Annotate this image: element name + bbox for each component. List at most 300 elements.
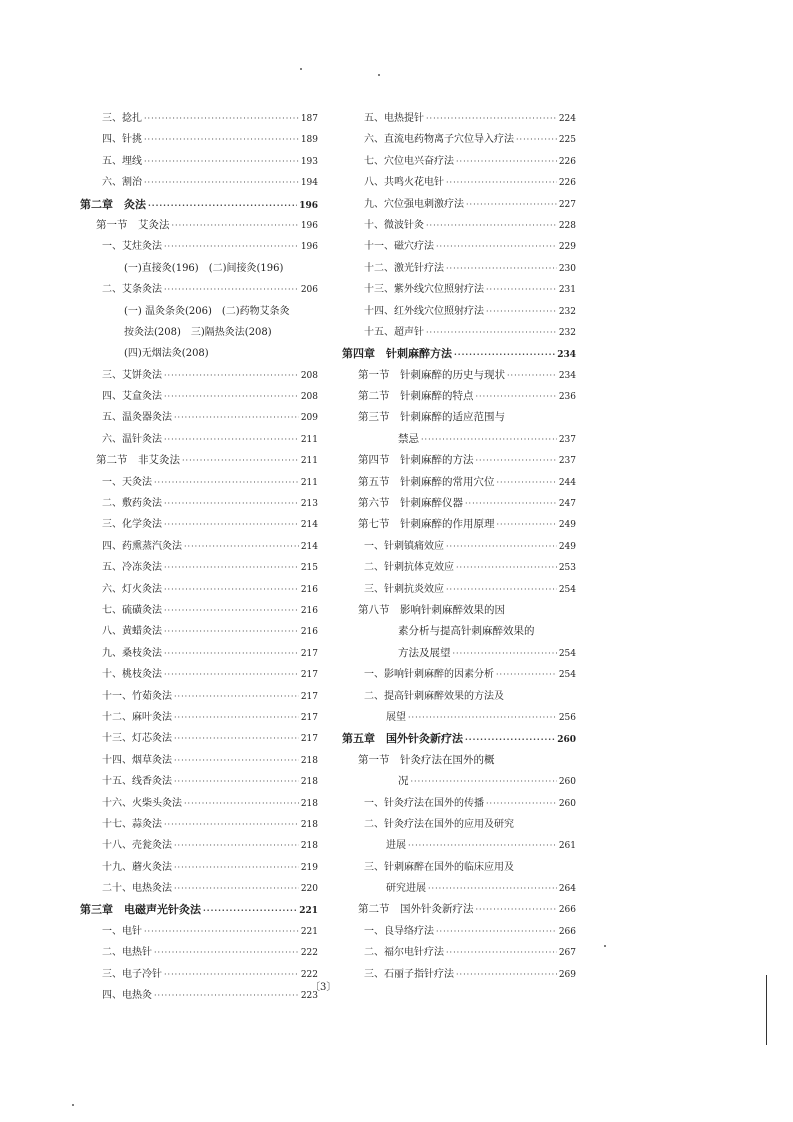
toc-entry-label: 六、温针灸法 bbox=[102, 433, 162, 445]
toc-entry bbox=[80, 258, 318, 279]
toc-entry bbox=[80, 215, 318, 236]
toc-entry-page: 232 bbox=[558, 327, 576, 338]
toc-leader-dots bbox=[154, 472, 299, 493]
toc-entry-label: 四、艾盒灸法 bbox=[102, 391, 162, 403]
toc-entry-label: 第一节 针灸疗法在国外的概 bbox=[358, 753, 495, 766]
toc-entry bbox=[342, 707, 576, 728]
toc-entry bbox=[80, 472, 318, 493]
toc-leader-dots bbox=[174, 771, 299, 792]
toc-entry-page: 217 bbox=[300, 670, 318, 681]
toc-entry bbox=[342, 814, 576, 835]
toc-entry-page: 254 bbox=[558, 648, 576, 659]
toc-leader-dots bbox=[164, 643, 299, 664]
toc-entry-label: (一) 温灸条灸(206) (二)药物艾条灸 bbox=[124, 305, 290, 317]
toc-entry bbox=[80, 129, 318, 150]
toc-entry bbox=[342, 172, 576, 193]
toc-leader-dots bbox=[174, 857, 299, 878]
toc-leader-dots bbox=[446, 579, 557, 600]
scan-speck bbox=[72, 1104, 74, 1106]
toc-left-column bbox=[80, 108, 318, 1006]
toc-entry-page: 266 bbox=[558, 905, 576, 916]
toc-leader-dots bbox=[476, 386, 557, 407]
toc-entry-page: 244 bbox=[558, 477, 576, 488]
toc-leader-dots bbox=[172, 215, 299, 236]
toc-leader-dots bbox=[408, 707, 557, 728]
toc-entry bbox=[342, 643, 576, 664]
toc-entry-page: 215 bbox=[300, 563, 318, 574]
toc-entry-page: 260 bbox=[558, 798, 576, 809]
toc-entry-label: 三、电子冷针 bbox=[102, 968, 162, 980]
toc-leader-dots bbox=[486, 301, 557, 322]
toc-entry-label: 展望 bbox=[386, 711, 406, 723]
toc-leader-dots bbox=[164, 600, 299, 621]
toc-entry-page: 206 bbox=[300, 285, 318, 296]
toc-leader-dots bbox=[426, 322, 557, 343]
toc-entry-page: 218 bbox=[300, 841, 318, 852]
scan-speck bbox=[300, 68, 302, 70]
toc-entry-label: 六、直流电药物离子穴位导入疗法 bbox=[364, 134, 514, 146]
toc-leader-dots bbox=[164, 514, 299, 535]
toc-entry-label: 第三节 针刺麻醉的适应范围与 bbox=[358, 411, 505, 424]
toc-leader-dots bbox=[164, 814, 299, 835]
toc-entry-label: 二、提高针刺麻醉效果的方法及 bbox=[364, 690, 504, 702]
toc-entry bbox=[80, 579, 318, 600]
toc-leader-dots bbox=[507, 365, 557, 386]
toc-entry-label: 四、电热灸 bbox=[102, 990, 152, 1002]
toc-entry bbox=[342, 279, 576, 300]
toc-entry-label: 一、针灸疗法在国外的传播 bbox=[364, 797, 484, 809]
toc-entry-page: 249 bbox=[558, 520, 576, 531]
toc-entry-label: 十、微波针灸 bbox=[364, 219, 424, 231]
toc-entry-label: 第三章 电磁声光针灸法 bbox=[80, 903, 201, 917]
toc-entry bbox=[80, 707, 318, 728]
toc-leader-dots bbox=[184, 793, 299, 814]
toc-entry-label: 三、针刺麻醉在国外的临床应用及 bbox=[364, 861, 514, 873]
toc-leader-dots bbox=[182, 450, 299, 471]
toc-entry-label: 三、捻扎 bbox=[102, 113, 142, 124]
toc-entry bbox=[80, 921, 318, 942]
toc-entry bbox=[80, 236, 318, 257]
toc-entry-page: 221 bbox=[300, 926, 318, 937]
toc-entry-label: 四、药熏蒸汽灸法 bbox=[102, 540, 182, 552]
toc-leader-dots bbox=[476, 450, 557, 471]
toc-entry bbox=[80, 899, 318, 920]
toc-entry-page: 218 bbox=[300, 755, 318, 766]
toc-leader-dots bbox=[164, 557, 299, 578]
toc-leader-dots bbox=[446, 258, 557, 279]
toc-entry bbox=[80, 151, 318, 172]
toc-entry bbox=[80, 964, 318, 985]
toc-entry-label: 方法及展望 bbox=[398, 646, 451, 659]
toc-entry-page: 260 bbox=[557, 735, 576, 746]
toc-leader-dots bbox=[174, 835, 299, 856]
toc-leader-dots bbox=[436, 236, 557, 257]
toc-entry-page: 228 bbox=[558, 220, 576, 231]
toc-entry-page: 254 bbox=[558, 584, 576, 595]
toc-leader-dots bbox=[454, 344, 555, 364]
toc-entry-label: 十三、灯芯灸法 bbox=[102, 733, 172, 745]
toc-leader-dots bbox=[453, 643, 557, 664]
toc-entry-label: 素分析与提高针刺麻醉效果的 bbox=[398, 625, 535, 638]
toc-entry-page: 225 bbox=[558, 135, 576, 146]
toc-entry-page: 269 bbox=[558, 969, 576, 980]
toc-entry-label: 第五章 国外针灸新疗法 bbox=[342, 732, 463, 746]
toc-entry bbox=[80, 771, 318, 792]
toc-entry bbox=[342, 942, 576, 963]
toc-leader-dots bbox=[174, 878, 299, 899]
toc-leader-dots bbox=[144, 921, 299, 942]
toc-leader-dots bbox=[154, 985, 299, 1006]
toc-entry-label: 十一、竹茹灸法 bbox=[102, 690, 172, 702]
toc-entry-label: 八、黄蜡灸法 bbox=[102, 626, 162, 638]
toc-entry-page: 227 bbox=[558, 199, 576, 210]
toc-entry bbox=[342, 686, 576, 707]
toc-leader-dots bbox=[164, 964, 299, 985]
toc-entry bbox=[80, 643, 318, 664]
toc-entry bbox=[342, 129, 576, 150]
toc-leader-dots bbox=[144, 108, 299, 129]
toc-entry bbox=[80, 108, 318, 129]
toc-entry-label: 十三、紫外线穴位照射疗法 bbox=[364, 284, 484, 296]
toc-entry-page: 217 bbox=[300, 691, 318, 702]
toc-leader-dots bbox=[456, 964, 557, 985]
scan-edge-line bbox=[766, 975, 767, 1045]
toc-entry-page: 222 bbox=[300, 948, 318, 959]
toc-leader-dots bbox=[446, 942, 557, 963]
toc-entry-page: 256 bbox=[558, 712, 576, 723]
toc-leader-dots bbox=[154, 942, 299, 963]
toc-entry bbox=[80, 301, 318, 322]
toc-entry-page: 261 bbox=[558, 841, 576, 852]
toc-entry bbox=[342, 301, 576, 322]
toc-leader-dots bbox=[144, 172, 299, 193]
toc-entry bbox=[342, 258, 576, 279]
toc-entry bbox=[80, 557, 318, 578]
toc-leader-dots bbox=[164, 279, 299, 300]
toc-entry-page: 254 bbox=[558, 670, 576, 681]
toc-entry bbox=[80, 750, 318, 771]
toc-entry bbox=[80, 536, 318, 557]
toc-entry bbox=[342, 108, 576, 129]
toc-entry bbox=[80, 985, 318, 1006]
toc-leader-dots bbox=[174, 407, 299, 428]
toc-entry-page: 216 bbox=[300, 584, 318, 595]
toc-entry bbox=[342, 857, 576, 878]
toc-entry-label: (一)直接灸(196) (二)间接灸(196) bbox=[124, 262, 284, 274]
toc-leader-dots bbox=[456, 557, 557, 578]
toc-entry-page: 249 bbox=[558, 541, 576, 552]
toc-entry bbox=[80, 686, 318, 707]
toc-entry-label: 十八、壳瓮灸法 bbox=[102, 840, 172, 852]
toc-entry-label: 十五、超声针 bbox=[364, 326, 424, 338]
toc-entry-page: 234 bbox=[558, 370, 576, 381]
toc-entry-page: 189 bbox=[300, 135, 318, 146]
toc-entry-page: 221 bbox=[299, 906, 318, 917]
toc-entry-page: 217 bbox=[300, 648, 318, 659]
toc-entry-page: 220 bbox=[300, 884, 318, 895]
toc-entry-label: 第七节 针刺麻醉的作用原理 bbox=[358, 518, 495, 531]
toc-leader-dots bbox=[164, 621, 299, 642]
toc-entry-page: 208 bbox=[300, 392, 318, 403]
toc-entry-label: 第八节 影响针刺麻醉效果的因 bbox=[358, 603, 505, 616]
toc-entry bbox=[80, 664, 318, 685]
toc-entry-page: 223 bbox=[300, 991, 318, 1002]
toc-entry-page: 226 bbox=[558, 178, 576, 189]
toc-entry bbox=[342, 728, 576, 749]
toc-leader-dots bbox=[164, 236, 299, 257]
toc-entry bbox=[80, 728, 318, 749]
toc-entry-page: 214 bbox=[300, 520, 318, 531]
toc-entry bbox=[342, 621, 576, 642]
toc-entry-label: 五、埋线 bbox=[102, 155, 142, 167]
toc-entry bbox=[80, 835, 318, 856]
toc-entry bbox=[342, 771, 576, 792]
toc-entry-label: 三、石丽子指针疗法 bbox=[364, 968, 454, 980]
toc-leader-dots bbox=[497, 472, 557, 493]
toc-entry-page: 217 bbox=[300, 734, 318, 745]
toc-entry-page: 196 bbox=[300, 220, 318, 231]
toc-entry-label: 九、桑枝灸法 bbox=[102, 647, 162, 659]
toc-entry bbox=[80, 878, 318, 899]
toc-right-column bbox=[342, 108, 576, 985]
toc-leader-dots bbox=[164, 493, 299, 514]
toc-entry-label: 三、化学灸法 bbox=[102, 519, 162, 531]
toc-entry bbox=[342, 386, 576, 407]
toc-entry-label: 第二节 非艾灸法 bbox=[96, 454, 180, 467]
toc-entry-page: 218 bbox=[300, 798, 318, 809]
toc-entry bbox=[342, 664, 576, 685]
toc-entry bbox=[342, 151, 576, 172]
toc-leader-dots bbox=[446, 536, 557, 557]
toc-entry-label: 二十、电热灸法 bbox=[102, 883, 172, 895]
toc-entry-label: 况 bbox=[398, 775, 409, 788]
toc-entry-label: 十五、线香灸法 bbox=[102, 776, 172, 788]
toc-entry-page: 216 bbox=[300, 627, 318, 638]
toc-entry-page: 231 bbox=[558, 285, 576, 296]
toc-entry-page: 222 bbox=[300, 969, 318, 980]
toc-entry-page: 218 bbox=[300, 777, 318, 788]
toc-entry bbox=[342, 450, 576, 471]
toc-leader-dots bbox=[174, 686, 299, 707]
toc-entry bbox=[80, 322, 318, 343]
toc-leader-dots bbox=[144, 151, 299, 172]
toc-entry bbox=[342, 343, 576, 364]
toc-entry-label: 九、穴位强电刺激疗法 bbox=[364, 198, 464, 210]
toc-entry bbox=[80, 600, 318, 621]
toc-entry bbox=[342, 365, 576, 386]
toc-leader-dots bbox=[184, 536, 299, 557]
toc-entry-label: 十四、红外线穴位照射疗法 bbox=[364, 305, 484, 317]
toc-entry-label: 五、温灸器灸法 bbox=[102, 412, 172, 424]
scan-speck bbox=[604, 945, 606, 947]
toc-entry-page: 187 bbox=[300, 114, 318, 124]
toc-entry-page: 216 bbox=[300, 605, 318, 616]
toc-entry-label: 一、天灸法 bbox=[102, 476, 152, 488]
toc-entry-label: 六、割治 bbox=[102, 177, 142, 189]
toc-entry-label: 一、艾炷灸法 bbox=[102, 241, 162, 253]
toc-leader-dots bbox=[426, 215, 557, 236]
toc-entry-page: 211 bbox=[300, 456, 318, 467]
toc-entry bbox=[80, 514, 318, 535]
toc-entry-page: 237 bbox=[558, 434, 576, 445]
toc-leader-dots bbox=[476, 899, 557, 920]
toc-leader-dots bbox=[148, 195, 297, 215]
toc-entry bbox=[80, 621, 318, 642]
toc-entry-label: 禁忌 bbox=[398, 432, 419, 445]
toc-entry bbox=[80, 814, 318, 835]
toc-entry bbox=[80, 386, 318, 407]
toc-leader-dots bbox=[465, 729, 555, 749]
toc-entry bbox=[342, 236, 576, 257]
toc-entry-page: 229 bbox=[558, 242, 576, 253]
page-number: 〔3〕 bbox=[310, 982, 337, 993]
toc-leader-dots bbox=[164, 664, 299, 685]
toc-entry-label: 第一节 针刺麻醉的历史与现状 bbox=[358, 368, 505, 381]
toc-entry bbox=[342, 472, 576, 493]
toc-entry-label: 二、福尔电针疗法 bbox=[364, 947, 444, 959]
toc-entry-label: (四)无烟法灸(208) bbox=[124, 348, 209, 360]
toc-entry-page: 193 bbox=[300, 156, 318, 167]
toc-entry-page: 211 bbox=[300, 477, 318, 488]
toc-entry-page: 237 bbox=[558, 456, 576, 467]
toc-entry-label: 五、电热提针 bbox=[364, 113, 424, 124]
toc-entry-label: 研究进展 bbox=[386, 883, 426, 895]
toc-entry bbox=[342, 921, 576, 942]
toc-entry-label: 一、电针 bbox=[102, 925, 142, 937]
toc-entry bbox=[342, 579, 576, 600]
toc-entry-label: 八、共鸣火花电针 bbox=[364, 177, 444, 189]
toc-leader-dots bbox=[164, 386, 299, 407]
toc-entry bbox=[80, 493, 318, 514]
toc-entry-page: 209 bbox=[300, 413, 318, 424]
toc-entry-label: 第二章 灸法 bbox=[80, 197, 146, 211]
toc-entry-page: 219 bbox=[300, 862, 318, 873]
toc-entry-page: 260 bbox=[558, 777, 576, 788]
toc-entry bbox=[80, 450, 318, 471]
toc-entry-page: 264 bbox=[558, 884, 576, 895]
toc-leader-dots bbox=[164, 429, 299, 450]
toc-entry-label: 十二、激光针疗法 bbox=[364, 262, 444, 274]
toc-entry-label: 第二节 国外针灸新疗法 bbox=[358, 903, 474, 916]
toc-entry-page: 267 bbox=[558, 948, 576, 959]
toc-entry-page: 232 bbox=[558, 306, 576, 317]
toc-entry-label: 十二、麻叶灸法 bbox=[102, 711, 172, 723]
toc-entry bbox=[342, 793, 576, 814]
toc-entry-label: 进展 bbox=[386, 840, 406, 852]
toc-entry-label: 一、影响针刺麻醉的因素分析 bbox=[364, 669, 494, 681]
toc-entry-page: 234 bbox=[557, 350, 576, 361]
toc-entry bbox=[342, 429, 576, 450]
toc-entry-label: 第二节 针刺麻醉的特点 bbox=[358, 390, 474, 403]
toc-entry bbox=[342, 536, 576, 557]
toc-entry bbox=[342, 878, 576, 899]
toc-entry-label: 三、艾饼灸法 bbox=[102, 369, 162, 381]
scan-speck bbox=[378, 74, 380, 76]
toc-entry-label: 十七、蒜灸法 bbox=[102, 818, 162, 830]
toc-entry-page: 196 bbox=[299, 200, 318, 211]
toc-entry-label: 第四章 针刺麻醉方法 bbox=[342, 347, 452, 361]
toc-entry-page: 196 bbox=[300, 242, 318, 253]
toc-entry-page: 218 bbox=[300, 819, 318, 830]
toc-entry bbox=[342, 835, 576, 856]
toc-entry-page: 253 bbox=[558, 563, 576, 574]
toc-entry-label: 十九、蘑火灸法 bbox=[102, 861, 172, 873]
toc-leader-dots bbox=[486, 279, 557, 300]
toc-entry-label: 十四、烟草灸法 bbox=[102, 754, 172, 766]
toc-leader-dots bbox=[408, 835, 557, 856]
toc-entry-label: 二、艾条灸法 bbox=[102, 284, 162, 296]
toc-entry-label: 一、良导络疗法 bbox=[364, 925, 434, 937]
toc-entry-page: 230 bbox=[558, 263, 576, 274]
toc-leader-dots bbox=[446, 172, 557, 193]
toc-entry-page: 226 bbox=[558, 156, 576, 167]
toc-entry-label: 十、桃枝灸法 bbox=[102, 669, 162, 681]
toc-leader-dots bbox=[411, 771, 557, 792]
toc-entry-label: 二、敷药灸法 bbox=[102, 498, 162, 510]
toc-leader-dots bbox=[203, 900, 297, 920]
toc-leader-dots bbox=[497, 514, 557, 535]
toc-entry bbox=[80, 343, 318, 364]
toc-entry bbox=[342, 964, 576, 985]
toc-entry-label: 二、针灸疗法在国外的应用及研究 bbox=[364, 818, 514, 830]
toc-entry bbox=[80, 942, 318, 963]
toc-entry bbox=[80, 194, 318, 215]
toc-entry-label: 五、冷冻灸法 bbox=[102, 562, 162, 574]
toc-leader-dots bbox=[466, 194, 557, 215]
toc-leader-dots bbox=[496, 664, 557, 685]
toc-entry bbox=[342, 750, 576, 771]
toc-entry bbox=[342, 215, 576, 236]
toc-entry bbox=[342, 493, 576, 514]
toc-entry-page: 211 bbox=[300, 434, 318, 445]
toc-leader-dots bbox=[428, 878, 557, 899]
toc-leader-dots bbox=[144, 129, 299, 150]
toc-entry-page: 217 bbox=[300, 712, 318, 723]
toc-entry-label: 第一节 艾灸法 bbox=[96, 218, 170, 231]
toc-leader-dots bbox=[174, 728, 299, 749]
toc-entry bbox=[80, 172, 318, 193]
toc-entry bbox=[80, 279, 318, 300]
toc-leader-dots bbox=[421, 429, 557, 450]
toc-entry-page: 247 bbox=[558, 499, 576, 510]
toc-entry-label: 四、针挑 bbox=[102, 134, 142, 146]
toc-entry bbox=[80, 365, 318, 386]
toc-leader-dots bbox=[465, 493, 557, 514]
toc-entry-label: 七、穴位电兴奋疗法 bbox=[364, 155, 454, 167]
toc-entry-label: 十一、磁穴疗法 bbox=[364, 241, 434, 253]
toc-leader-dots bbox=[516, 129, 557, 150]
toc-entry bbox=[80, 429, 318, 450]
toc-leader-dots bbox=[174, 750, 299, 771]
toc-leader-dots bbox=[164, 579, 299, 600]
toc-entry-label: 第四节 针刺麻醉的方法 bbox=[358, 454, 474, 467]
toc-entry-label: 十六、火柴头灸法 bbox=[102, 797, 182, 809]
toc-entry bbox=[80, 407, 318, 428]
toc-entry bbox=[80, 793, 318, 814]
toc-entry bbox=[80, 857, 318, 878]
toc-entry-label: 三、针刺抗炎效应 bbox=[364, 583, 444, 595]
toc-leader-dots bbox=[174, 707, 299, 728]
toc-entry-label: 六、灯火灸法 bbox=[102, 583, 162, 595]
toc-entry-page: 214 bbox=[300, 541, 318, 552]
toc-entry bbox=[342, 514, 576, 535]
toc-entry-label: 七、硫磺灸法 bbox=[102, 604, 162, 616]
toc-entry-label: 第六节 针刺麻醉仪器 bbox=[358, 497, 463, 510]
toc-entry bbox=[342, 194, 576, 215]
toc-entry bbox=[342, 600, 576, 621]
toc-entry-page: 208 bbox=[300, 370, 318, 381]
toc-entry bbox=[342, 322, 576, 343]
